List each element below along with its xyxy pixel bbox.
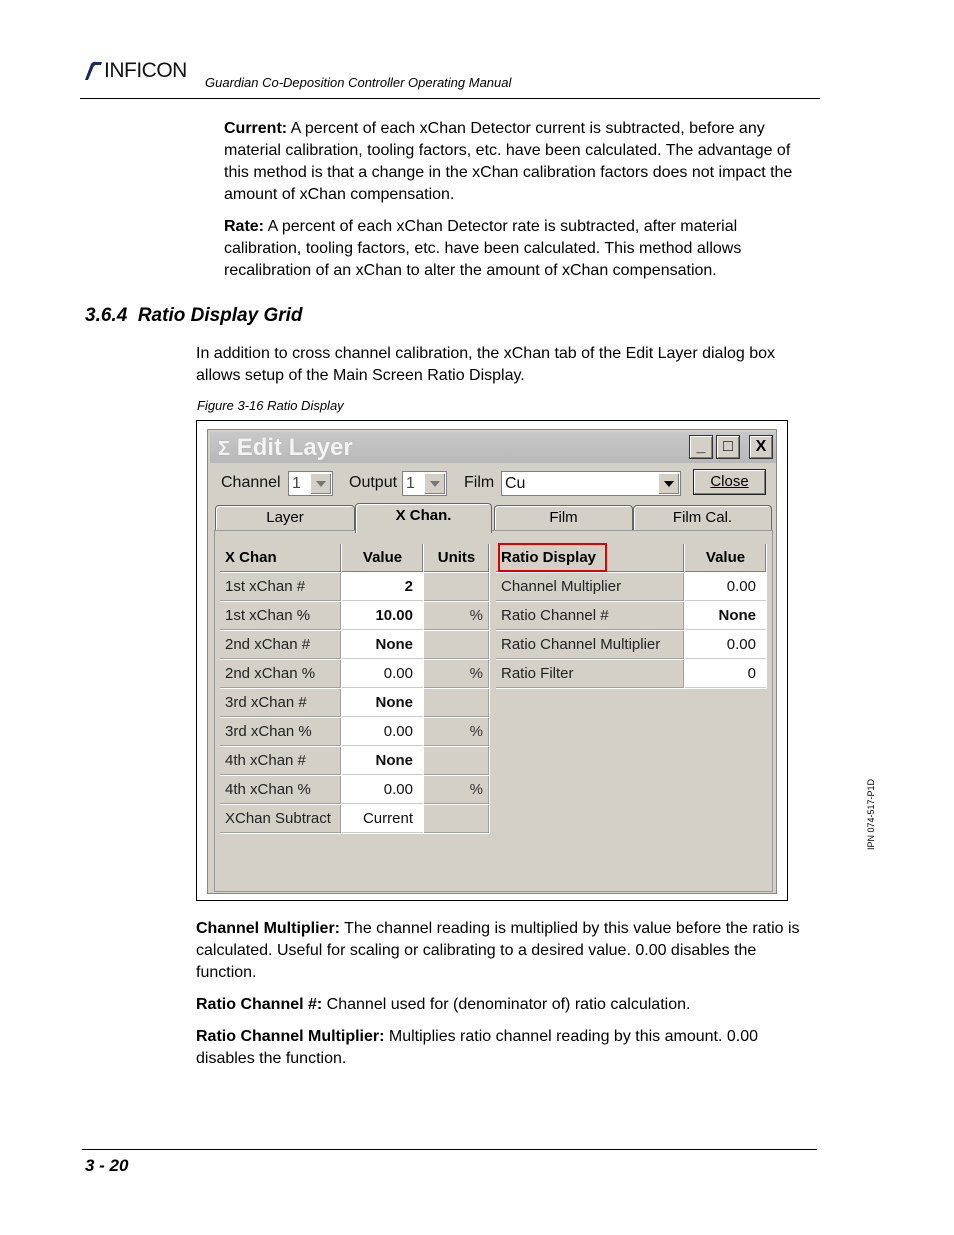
section-heading <box>85 305 303 327</box>
rate-paragraph <box>224 216 804 282</box>
inficon-logo-icon <box>82 61 104 81</box>
footer-rule <box>82 1149 817 1150</box>
section-number: 3.6.4 <box>85 305 128 326</box>
xchan-row-unit <box>424 805 490 834</box>
page-number: 3 - 20 <box>85 1156 129 1175</box>
sigma-icon: Σ <box>218 438 231 460</box>
channel-multiplier-text: The channel reading is multiplied by this value before the ratio is calculated. Useful for scaling or calibrating to a desired value. 0.00 disables the function. <box>196 920 800 981</box>
chevron-down-icon[interactable] <box>424 473 445 494</box>
xchan-row-unit: % <box>424 660 490 689</box>
dialog-title <box>218 434 353 462</box>
xchan-row-value[interactable]: None <box>342 689 424 718</box>
chevron-down-icon[interactable] <box>310 473 331 494</box>
output-select[interactable] <box>402 471 447 496</box>
grid-area <box>218 542 771 890</box>
xchan-row-value[interactable]: Current <box>342 805 424 834</box>
xchan-row-label: 2nd xChan # <box>220 631 342 660</box>
xchan-row-value[interactable]: None <box>342 747 424 776</box>
ratio-display-header: Ratio Display <box>496 544 685 573</box>
ratio-row-value[interactable]: 0.00 <box>685 573 767 602</box>
term-rate: Rate: <box>224 218 265 235</box>
xchan-row-label: 1st xChan # <box>220 573 342 602</box>
xchan-units-header: Units <box>424 544 490 573</box>
ratio-channel-paragraph <box>196 994 816 1016</box>
xchan-row-label: 1st xChan % <box>220 602 342 631</box>
section-paragraph: In addition to cross channel calibration, the xChan tab of the Edit Layer dialog box allows setup of the Main Screen Ratio Display. <box>196 345 776 384</box>
ratio-row-label: Ratio Filter <box>496 660 685 689</box>
logo-text: INFICON <box>104 59 187 82</box>
term-current: Current: <box>224 120 288 137</box>
current-text: A percent of each xChan Detector current is subtracted, before any material calibration, tooling factors, etc. have been calculated. The advantage of this method is that a change in the xChan calibration factors does not impact the amount of xChan compensation. <box>224 120 793 203</box>
xchan-row-unit <box>424 631 490 660</box>
tab-film-cal[interactable]: Film Cal. <box>633 505 772 531</box>
tab-layer[interactable]: Layer <box>215 505 355 531</box>
current-paragraph <box>224 118 816 206</box>
xchan-row-value[interactable]: 0.00 <box>342 660 424 689</box>
minimize-button[interactable]: _ <box>689 435 713 459</box>
xchan-row-value[interactable]: 10.00 <box>342 602 424 631</box>
film-label: Film <box>464 474 495 491</box>
xchan-header: X Chan <box>220 544 342 573</box>
xchan-row-unit: % <box>424 776 490 805</box>
xchan-row-value[interactable]: 0.00 <box>342 718 424 747</box>
ratio-channel-text: Channel used for (denominator of) ratio calculation. <box>322 996 691 1013</box>
close-window-button[interactable]: X <box>749 435 773 459</box>
ratio-channel-multiplier-text: Multiplies ratio channel reading by this amount. 0.00 disables the function. <box>196 1028 758 1067</box>
xchan-row-label: 4th xChan % <box>220 776 342 805</box>
xchan-row-unit: % <box>424 602 490 631</box>
output-label: Output <box>349 474 398 491</box>
ratio-row-label: Ratio Channel # <box>496 602 685 631</box>
xchan-row-label: 3rd xChan % <box>220 718 342 747</box>
channel-multiplier-paragraph <box>196 918 816 984</box>
channel-select[interactable] <box>288 471 333 496</box>
ratio-display-highlight <box>498 543 607 572</box>
term-ratio-channel: Ratio Channel #: <box>196 996 323 1013</box>
xchan-row-label: 4th xChan # <box>220 747 342 776</box>
channel-label: Channel <box>221 474 281 491</box>
xchan-row-label: 3rd xChan # <box>220 689 342 718</box>
xchan-row-label: 2nd xChan % <box>220 660 342 689</box>
film-select[interactable] <box>501 471 681 496</box>
term-channel-multiplier: Channel Multiplier: <box>196 920 340 937</box>
xchan-row-value[interactable]: 2 <box>342 573 424 602</box>
xchan-row-value[interactable]: 0.00 <box>342 776 424 805</box>
ratio-row-value[interactable]: 0 <box>685 660 767 689</box>
rate-text: A percent of each xChan Detector rate is subtracted, after material calibration, tooling factors, etc. have been calculated. This method allows recalibration of an xChan to alter the amount of xChan compensation. <box>224 218 742 279</box>
ratio-channel-multiplier-paragraph <box>196 1026 771 1070</box>
ratio-row-value[interactable]: None <box>685 602 767 631</box>
close-button[interactable] <box>693 469 766 495</box>
figure-caption: Figure 3-16 Ratio Display <box>197 398 344 413</box>
ratio-row-value[interactable]: 0.00 <box>685 631 767 660</box>
ratio-row-label: Ratio Channel Multiplier <box>496 631 685 660</box>
xchan-row-unit <box>424 747 490 776</box>
ratio-row-label: Channel Multiplier <box>496 573 685 602</box>
chevron-down-icon[interactable] <box>658 473 679 494</box>
maximize-button[interactable]: □ <box>716 435 740 459</box>
dialog-title-text: Edit Layer <box>236 434 353 461</box>
xchan-value-header: Value <box>342 544 424 573</box>
xchan-row-label: XChan Subtract <box>220 805 342 834</box>
tab-xchan[interactable]: X Chan. <box>355 503 492 533</box>
section-title: Ratio Display Grid <box>137 305 303 326</box>
xchan-row-unit: % <box>424 718 490 747</box>
ipn-side-note: IPN 074-517-P1D <box>866 778 876 850</box>
manual-title: Guardian Co-Deposition Controller Operating Manual <box>205 75 512 90</box>
xchan-row-unit <box>424 689 490 718</box>
xchan-row-value[interactable]: None <box>342 631 424 660</box>
output-value: 1 <box>406 475 415 492</box>
term-ratio-channel-multiplier: Ratio Channel Multiplier: <box>196 1028 385 1045</box>
header-rule <box>80 98 820 99</box>
ratio-value-header: Value <box>685 544 767 573</box>
tab-film[interactable]: Film <box>494 505 633 531</box>
film-value: Cu <box>505 475 526 492</box>
channel-value: 1 <box>292 475 301 492</box>
xchan-row-unit <box>424 573 490 602</box>
close-button-label: Close <box>710 473 749 490</box>
